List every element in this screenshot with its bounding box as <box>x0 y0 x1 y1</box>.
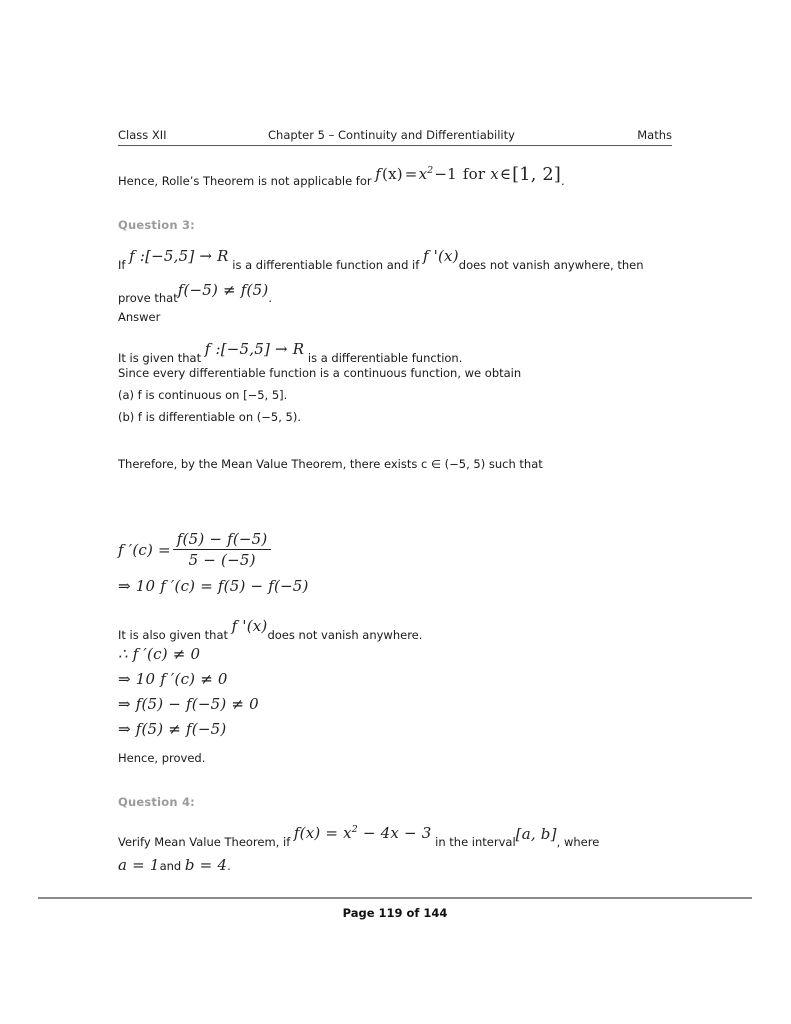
q3-domain-map-math: f :[−5,5] → R <box>129 247 229 265</box>
also-given-fprime-math: f '(x) <box>231 617 268 635</box>
rolle-formula-interval: [1, 2] <box>512 165 561 186</box>
q3-line1-lead: If <box>118 258 126 272</box>
footer-divider <box>38 897 752 899</box>
q4-line2-tail: . <box>227 859 231 873</box>
also-given-line <box>118 617 423 644</box>
header-chapter-title: Chapter 5 – Continuity and Differentiability <box>268 128 515 142</box>
rolle-formula-minus-one: −1 <box>434 165 457 183</box>
q4-line1-mid: in the interval <box>435 835 516 849</box>
given-tail-text: is a differentiable function. <box>307 351 463 365</box>
q3-line2-lead: prove that <box>118 291 178 305</box>
rolle-formula-for: for <box>462 165 486 183</box>
q3-line2-tail: . <box>268 291 273 305</box>
rolle-formula-term: x <box>418 165 428 183</box>
also-given-lead: It is also given that <box>118 628 228 642</box>
q3-line1-mid: is a differentiable function and if <box>232 258 420 272</box>
q4-interval-math: [a, b] <box>515 825 557 843</box>
mean-value-theorem-line: Therefore, by the Mean Value Theorem, there exists c ∈ (−5, 5) such that <box>118 457 543 471</box>
q4-function-math: $f(x) = x^2 - 4x - 3$ <box>293 824 432 842</box>
rolle-formula-fx: f <box>375 165 382 183</box>
given-lead-text: It is given that <box>118 351 202 365</box>
proof-step-3: ⇒ f(5) − f(−5) ≠ 0 <box>118 695 259 713</box>
proof-step-1: ∴ f ′(c) ≠ 0 <box>118 645 201 663</box>
question-3-heading: Question 3: <box>118 218 195 232</box>
q3-fprime-math: f '(x) <box>422 247 459 265</box>
proof-step-2: ⇒ 10 f ′(c) ≠ 0 <box>118 670 228 688</box>
q4-and-text: and <box>159 859 182 873</box>
mvt-formula-line-2: ⇒ 10 f ′(c) = f(5) − f(−5) <box>118 577 309 595</box>
mvt-fraction <box>173 530 272 569</box>
header-class-label: Class XII <box>118 128 167 142</box>
given-statement-line <box>118 340 463 367</box>
rolle-formula-equals: = <box>404 165 418 183</box>
question-4-heading: Question 4: <box>118 795 195 809</box>
q4-b-value-math: b = 4 <box>184 856 228 874</box>
page-header <box>118 128 672 142</box>
question-4-line-1 <box>118 824 600 851</box>
also-given-tail: does not vanish anywhere. <box>267 628 423 642</box>
since-continuous-line: Since every differentiable function is a continuous function, we obtain <box>118 366 522 380</box>
rolle-trailing-period: . <box>560 174 565 188</box>
rolle-formula-in: ∈ <box>499 165 512 183</box>
question-3-line-2 <box>118 281 273 307</box>
q4-line1-tail: , where <box>556 835 600 849</box>
header-divider <box>118 145 672 146</box>
q4-a-value-math: a = 1 <box>118 856 160 874</box>
answer-label: Answer <box>118 310 161 324</box>
rolle-formula-var: x <box>490 165 499 183</box>
q3-line1-tail: does not vanish anywhere, then <box>458 258 644 272</box>
condition-a-line: (a) f is continuous on [−5, 5]. <box>118 388 288 402</box>
proof-step-4: ⇒ f(5) ≠ f(−5) <box>118 720 227 738</box>
rolle-lead-text: Hence, Rolle’s Theorem is not applicable for <box>118 174 372 188</box>
proof-conclusion: Hence, proved. <box>118 751 206 765</box>
mvt-fraction-denominator: 5 − (−5) <box>173 549 272 569</box>
rolle-formula-exponent: 2 <box>427 165 434 176</box>
question-4-line-2 <box>118 855 231 875</box>
rolle-not-applicable-line <box>118 165 565 192</box>
question-3-line-1 <box>118 247 644 274</box>
rolle-formula-arg: (x) <box>382 165 403 183</box>
mvt-formula-line-1 <box>118 530 309 569</box>
condition-b-line: (b) f is differentiable on (−5, 5). <box>118 410 301 424</box>
q4-line1-lead: Verify Mean Value Theorem, if <box>118 835 291 849</box>
mvt-formula-lhs: f ′(c) = <box>118 540 171 559</box>
q3-prove-math: f(−5) ≠ f(5) <box>177 281 269 299</box>
header-subject-label: Maths <box>637 128 672 142</box>
rolle-formula <box>375 164 561 188</box>
mvt-fraction-numerator: f(5) − f(−5) <box>176 530 268 548</box>
mvt-formula-block <box>118 530 309 595</box>
page-number-label: Page 119 of 144 <box>342 906 448 920</box>
given-domain-map-math: f :[−5,5] → R <box>204 340 305 358</box>
